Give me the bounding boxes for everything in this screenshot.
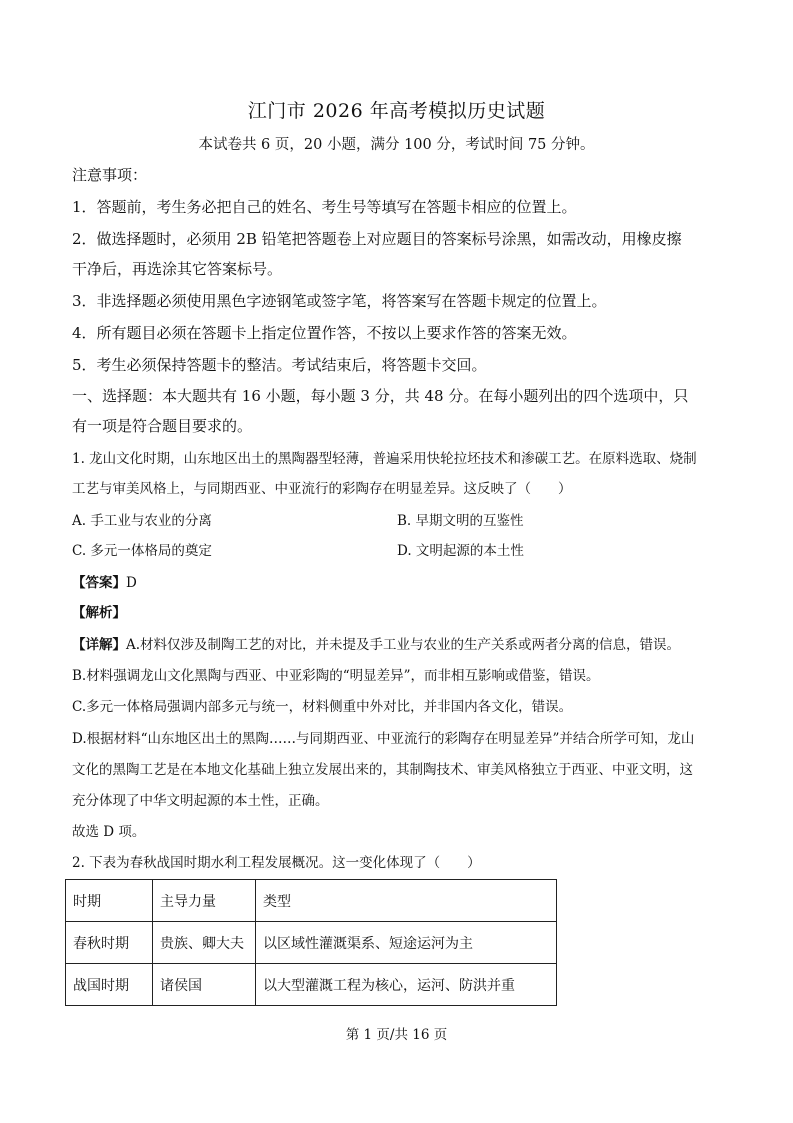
table-row (66, 964, 557, 1006)
detail-line-b: B.材料强调龙山文化黑陶与西亚、中亚彩陶的“明显差异”，而非相互影响或借鉴，错误。 (72, 668, 600, 684)
notice-3: 3．非选择题必须使用黑色字迹钢笔或签字笔，将答案写在答题卡规定的位置上。 (72, 292, 607, 310)
q2-table (65, 879, 557, 1006)
answer-value: D (126, 575, 137, 591)
table-cell: 以区域性灌溉渠系、短途运河为主 (256, 922, 557, 964)
table-cell: 战国时期 (66, 964, 153, 1006)
notice-1: 1．答题前，考生务必把自己的姓名、考生号等填写在答题卡相应的位置上。 (72, 198, 577, 216)
section-heading: 一、选择题：本大题共有 16 小题，每小题 3 分，共 48 分。在每小题列出的四个选项中，只 (72, 387, 689, 405)
notice-heading: 注意事项： (72, 166, 148, 184)
detail-line-d1: D.根据材料“山东地区出土的黑陶……与同期西亚、中亚流行的彩陶存在明显差异”并结合所学可知，龙山 (72, 731, 695, 747)
q1-stem-line-2: 工艺与审美风格上，与同期西亚、中亚流行的彩陶存在明显差异。这反映了（ ） (72, 481, 572, 497)
detail-line-a (72, 635, 731, 655)
table-header: 时期 (66, 880, 153, 922)
notice-2-cont: 干净后，再选涂其它答案标号。 (72, 260, 283, 278)
conclusion: 故选 D 项。 (72, 824, 146, 840)
table-cell: 贵族、卿大夫 (153, 922, 256, 964)
q1-option-b: B. 早期文明的互鉴性 (397, 513, 524, 529)
q1-option-c: C. 多元一体格局的奠定 (72, 543, 212, 559)
notice-2: 2．做选择题时，必须用 2B 铅笔把答题卷上对应题目的答案标号涂黑，如需改动，用橡皮擦 (72, 230, 682, 248)
q1-option-a: A. 手工业与农业的分离 (72, 513, 212, 529)
answer-label: 【答案】 (72, 575, 126, 591)
q2-stem: 2. 下表为春秋战国时期水利工程发展概况。这一变化体现了（ ） (72, 855, 481, 871)
table-header: 主导力量 (153, 880, 256, 922)
table-header-row (66, 880, 557, 922)
table-cell: 诸侯国 (153, 964, 256, 1006)
exam-info: 本试卷共 6 页，20 小题，满分 100 分，考试时间 75 分钟。 (198, 137, 595, 153)
q1-stem-line-1: 1. 龙山文化时期，山东地区出土的黑陶器型轻薄，普遍采用快轮拉坯技术和渗碳工艺。在原料选取、烧制 (72, 451, 697, 467)
table-cell: 以大型灌溉工程为核心，运河、防洪并重 (256, 964, 557, 1006)
table-header: 类型 (256, 880, 557, 922)
notice-5: 5．考生必须保持答题卡的整洁。考试结束后，将答题卡交回。 (72, 356, 487, 374)
detail-line-d3: 充分体现了中华文明起源的本土性，正确。 (72, 793, 329, 809)
q1-answer (72, 573, 731, 593)
section-heading-cont: 有一项是符合题目要求的。 (72, 417, 253, 435)
page-title: 江门市 2026 年高考模拟历史试题 (247, 100, 546, 122)
table-cell: 春秋时期 (66, 922, 153, 964)
q1-option-d: D. 文明起源的本土性 (397, 543, 524, 559)
detail-line-c: C.多元一体格局强调内部多元与统一，材料侧重中外对比，并非国内各文化，错误。 (72, 699, 573, 715)
detail-label: 【详解】 (72, 637, 126, 653)
analysis-label: 【解析】 (72, 605, 126, 621)
detail-line-d2: 文化的黑陶工艺是在本地文化基础上独立发展出来的，其制陶技术、审美风格独立于西亚、中亚文明，这 (72, 762, 693, 778)
page-footer: 第 1 页/共 16 页 (345, 1027, 448, 1043)
table-row (66, 922, 557, 964)
detail-text-a: A.材料仅涉及制陶工艺的对比，并未提及手工业与农业的生产关系或两者分离的信息，错误。 (126, 637, 681, 653)
notice-4: 4．所有题目必须在答题卡上指定位置作答，不按以上要求作答的答案无效。 (72, 324, 577, 342)
